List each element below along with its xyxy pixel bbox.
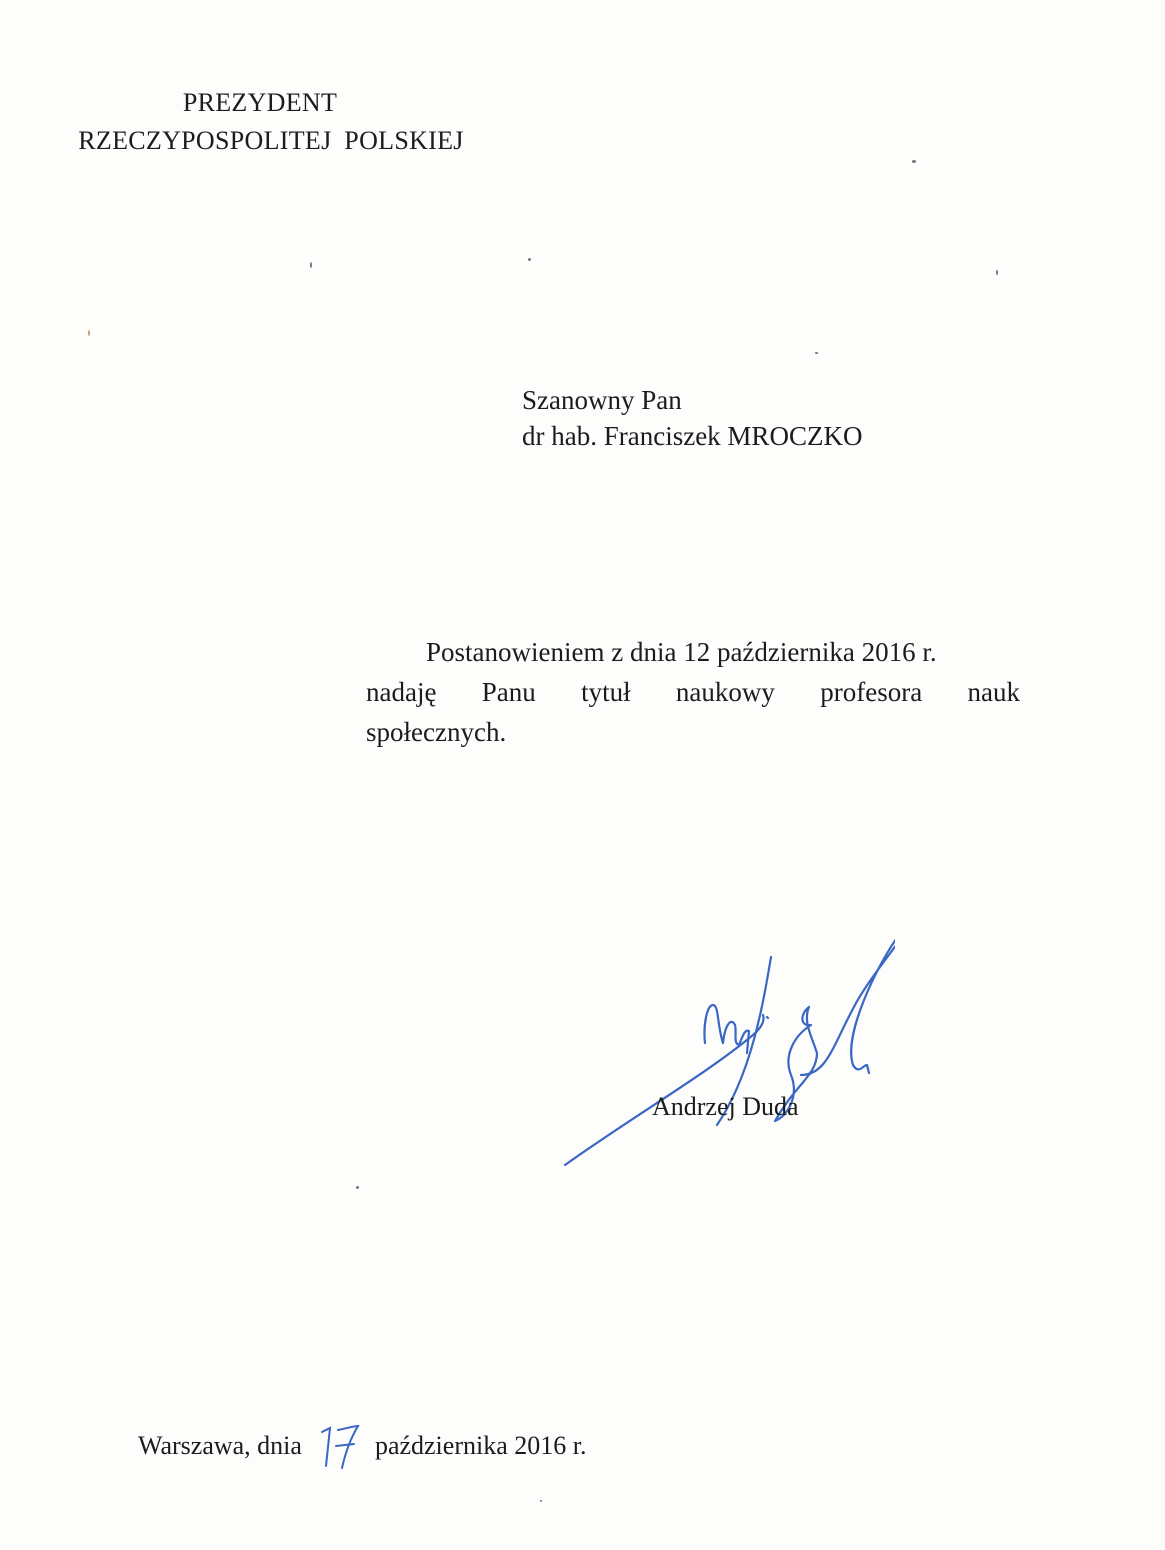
body-line-2: nadaję Panu tytuł naukowy profesora nauk <box>366 677 1020 707</box>
signature-stroke-a <box>704 1005 749 1053</box>
addressee-block <box>522 382 862 454</box>
letterhead <box>36 84 506 160</box>
scan-speck <box>88 330 90 336</box>
signature-stroke-dot <box>767 1017 768 1018</box>
body-line-3: społecznych. <box>366 717 507 747</box>
letterhead-subtitle: RZECZYPOSPOLITEJ POLSKIEJ <box>78 126 464 155</box>
handwritten-day-ink <box>314 1422 366 1474</box>
addressee-name: dr hab. Franciszek MROCZKO <box>522 421 863 451</box>
letter-body <box>366 632 1020 752</box>
scan-speck <box>356 1186 359 1189</box>
scan-speck <box>540 1500 542 1502</box>
handwritten-signature <box>555 925 895 1175</box>
letterhead-title: PREZYDENT <box>182 88 338 117</box>
handwritten-day <box>308 1428 368 1468</box>
date-suffix: października 2016 r. <box>374 1431 587 1460</box>
scan-speck <box>528 258 531 261</box>
scan-speck <box>310 262 312 268</box>
addressee-salutation: Szanowny Pan <box>522 385 682 415</box>
date-line <box>138 1428 586 1468</box>
signer-name: Andrzej Duda <box>652 1092 799 1121</box>
signature-stroke-loop <box>801 931 895 1075</box>
date-prefix: Warszawa, dnia <box>138 1431 302 1460</box>
body-line-1: Postanowieniem z dnia 12 października 2016 r. <box>426 637 937 667</box>
scan-speck <box>996 270 998 275</box>
scan-speck <box>912 160 916 163</box>
scan-speck <box>815 352 818 354</box>
